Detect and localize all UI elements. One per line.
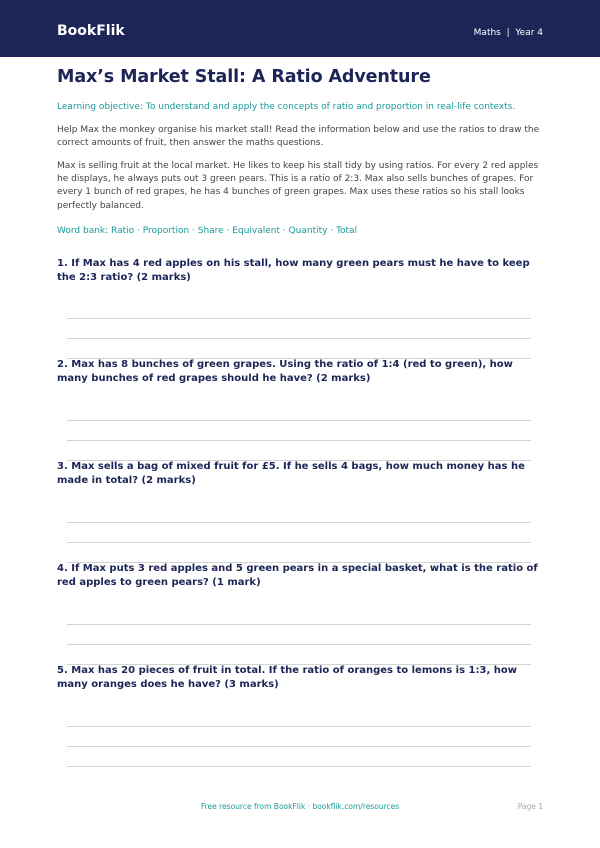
header-bar (0, 0, 600, 57)
answer-line[interactable] (67, 644, 531, 645)
answer-line[interactable] (67, 318, 531, 319)
brand-logo-text: BookFlik (57, 23, 125, 39)
worksheet-title: Max’s Market Stall: A Ratio Adventure (57, 67, 431, 87)
answer-line[interactable] (67, 542, 531, 543)
question-1: 1. If Max has 4 red apples on his stall, how many green pears must he have to keep the 2:3 ratio? (2 marks) (57, 258, 530, 283)
question-3: 3. Max sells a bag of mixed fruit for £5. If he sells 4 bags, how much money has he made in total? (2 marks) (57, 461, 525, 486)
answer-line[interactable] (67, 726, 531, 727)
answer-line[interactable] (67, 766, 531, 767)
question-4: 4. If Max puts 3 red apples and 5 green pears in a special basket, what is the ratio of red apples to green pears? (1 mark) (57, 563, 538, 588)
footer-credit: Free resource from BookFlik · bookflik.com/resources (200, 802, 400, 811)
answer-line[interactable] (67, 522, 531, 523)
subject-year-label: Maths | Year 4 (473, 28, 543, 38)
page-number: Page 1 (517, 802, 543, 811)
answer-line[interactable] (67, 746, 531, 747)
intro-instructions: Help Max the monkey organise his market stall! Read the information below and use the ratios to draw the correct amounts of fruit, then answer the maths questions. (57, 125, 540, 149)
learning-objective: Learning objective: To understand and apply the concepts of ratio and proportion in real-life contexts. (57, 102, 516, 112)
word-bank: Word bank: Ratio · Proportion · Share · Equivalent · Quantity · Total (57, 226, 358, 236)
question-5: 5. Max has 20 pieces of fruit in total. If the ratio of oranges to lemons is 1:3, how many oranges does he have? (3 marks) (57, 665, 517, 690)
answer-line[interactable] (67, 440, 531, 441)
answer-line[interactable] (67, 338, 531, 339)
question-2: 2. Max has 8 bunches of green grapes. Using the ratio of 1:4 (red to green), how many bunches of red grapes should he have? (2 marks) (57, 359, 513, 384)
answer-line[interactable] (67, 624, 531, 625)
answer-line[interactable] (67, 420, 531, 421)
story-paragraph: Max is selling fruit at the local market. He likes to keep his stall tidy by using ratios. For every 2 red apples he displays, he always puts out 3 green pears. This is a ratio of 2:3. Max also sells bunches of grapes. For every 1 bunch of red grapes, he has 4 bunches of green grapes. Max uses these ratios so his stall looks perfectly balanced. (57, 161, 539, 211)
